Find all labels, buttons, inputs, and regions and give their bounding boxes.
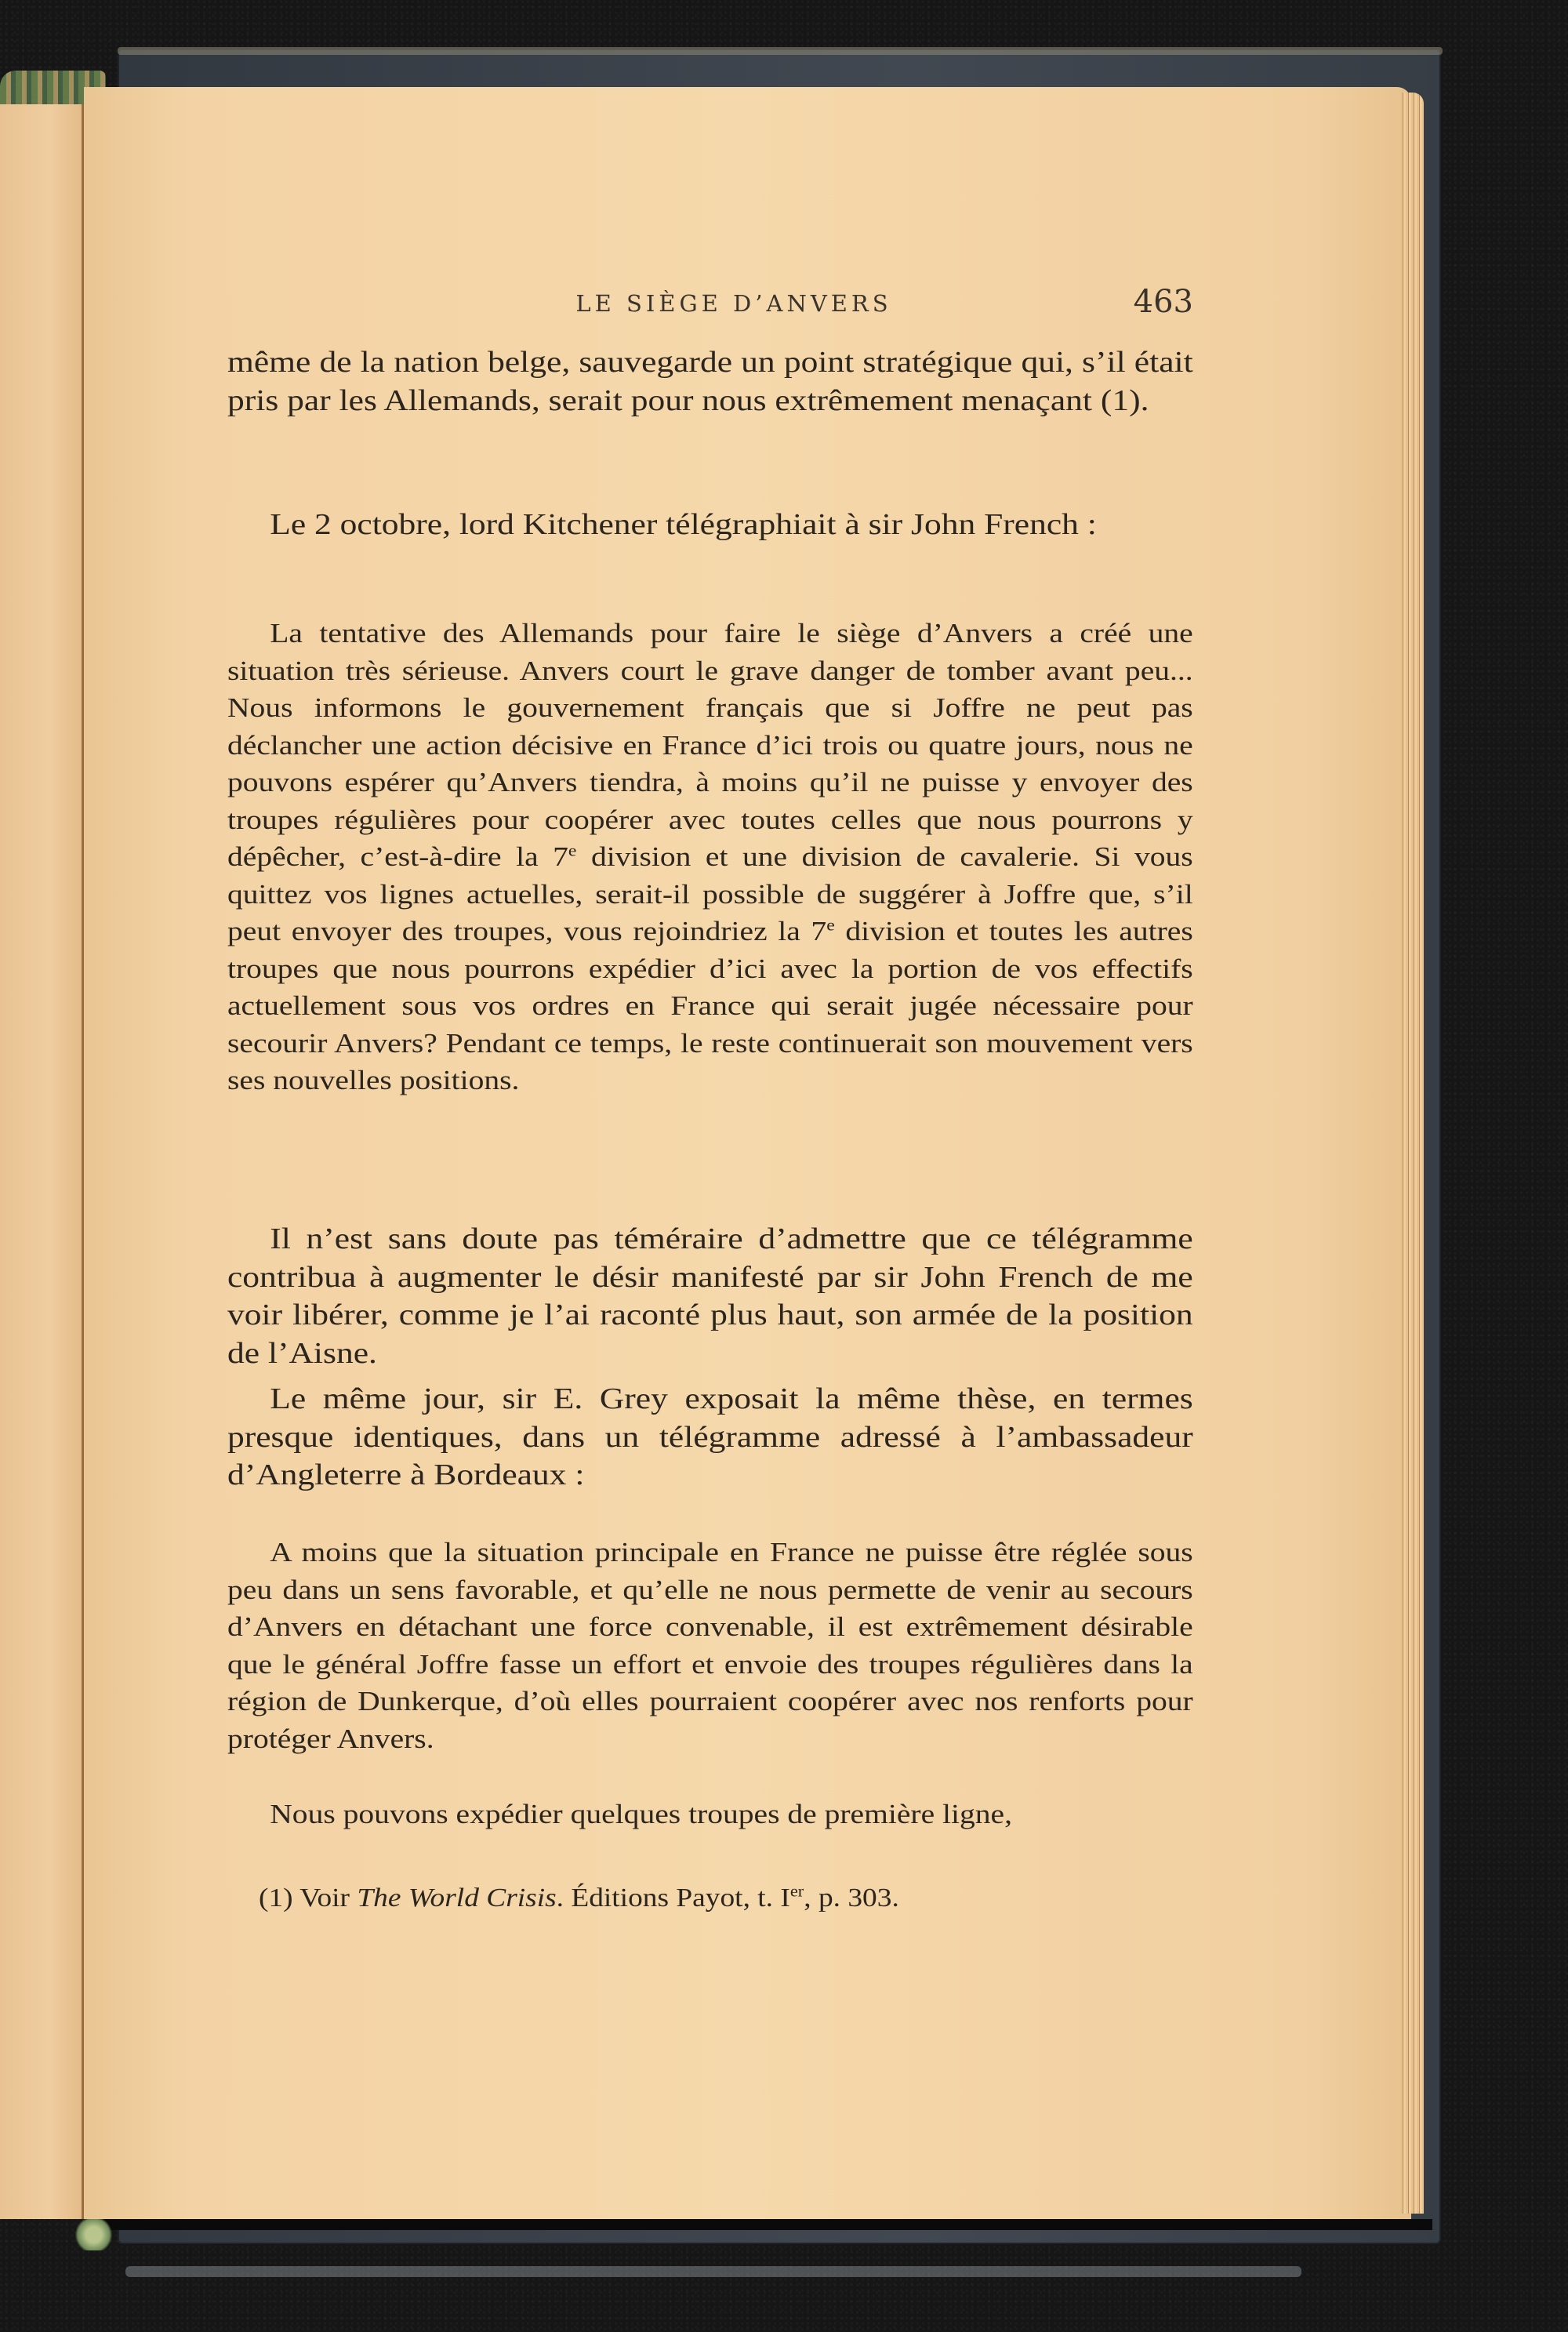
paragraph-kitchener-intro: Le 2 octobre, lord Kitchener télégraphiait à sir John French :	[270, 508, 1097, 541]
running-head	[227, 284, 1193, 320]
superscript: e	[568, 841, 577, 860]
paragraph-continuation: même de la nation belge, sauvegarde un point stratégique qui, s’il était pris par les Allemands, serait pour nous extrêmement menaçant (1).	[227, 346, 1193, 417]
headband-bottom	[72, 2219, 115, 2250]
cover-top-edge	[118, 47, 1443, 55]
footnote	[259, 1883, 899, 1913]
footnote-work-title: The World Crisis	[357, 1883, 557, 1912]
superscript: er	[789, 1883, 804, 1901]
footnote-marker: (1) Voir	[259, 1883, 358, 1912]
quote-text: La tentative des Allemands pour faire le siège d’Anvers a créé une situation très sérieuse. Anvers court le grave danger de tomber avant peu... Nous informons le gouvernement français que si Joffre ne peut pas déclancher une action décisive en France d’ici trois ou quatre jours, nous ne pouvons espérer qu’Anvers tiendra, à moins qu’il ne puisse y envoyer des troupes régulières pour coopérer avec toutes celles que nous pourrons y dépêcher, c’est-à-dire la 7	[227, 618, 1193, 872]
cover-bottom-edge	[125, 2266, 1301, 2277]
footnote-text: , p. 303.	[804, 1883, 899, 1912]
page-edges	[1400, 93, 1424, 2214]
quote-kitchener	[227, 615, 1193, 1099]
quote-text: division et toutes les autres troupes que nous pourrons expédier d’ici avec la portion de vos effectifs actuellement sous vos ordres en France qui serait jugée nécessaire pour secourir Anvers? Pendant ce temps, le reste continuerait son mouvement vers ses nouvelles positions.	[227, 916, 1193, 1095]
quote-grey: A moins que la situation principale en France ne puisse être réglée sous peu dans un sens favorable, et qu’elle ne nous permette de venir au secours d’Anvers en détachant une force convenable, il est extrêmement désirable que le général Joffre fasse un effort et envoie des troupes régulières dans la région de Dunkerque, d’où elles pourraient coopérer avec nos renforts pour protéger Anvers.	[227, 1537, 1193, 1754]
quote-text: division et une division de cavalerie. Si vous quittez vos lignes actuelles, serait-il possible de suggérer à Joffre que, s’il peut envoyer des troupes, vous rejoindriez la 7	[227, 841, 1193, 946]
facing-page	[0, 104, 82, 2219]
paragraph-commentary: Il n’est sans doute pas téméraire d’admettre que ce télégramme contribua à augmenter le désir manifesté par sir John French de me voir libérer, comme je l’ai raconté plus haut, son armée de la position de l’Aisne.	[227, 1222, 1193, 1370]
superscript: e	[826, 915, 835, 935]
paragraph-grey-intro: Le même jour, sir E. Grey exposait la même thèse, en termes presque identiques, dans un télégramme adressé à l’ambassadeur d’Angleterre à Bordeaux :	[227, 1382, 1193, 1491]
running-head-title: LE SIÈGE D’ANVERS	[575, 290, 892, 317]
gutter	[82, 104, 84, 2219]
page-number: 463	[1133, 284, 1193, 320]
footnote-text: . Éditions Payot, t. I	[556, 1883, 790, 1912]
quote-grey-continued: Nous pouvons expédier quelques troupes de première ligne,	[270, 1799, 1013, 1829]
page-bottom-edge	[84, 2219, 1432, 2230]
